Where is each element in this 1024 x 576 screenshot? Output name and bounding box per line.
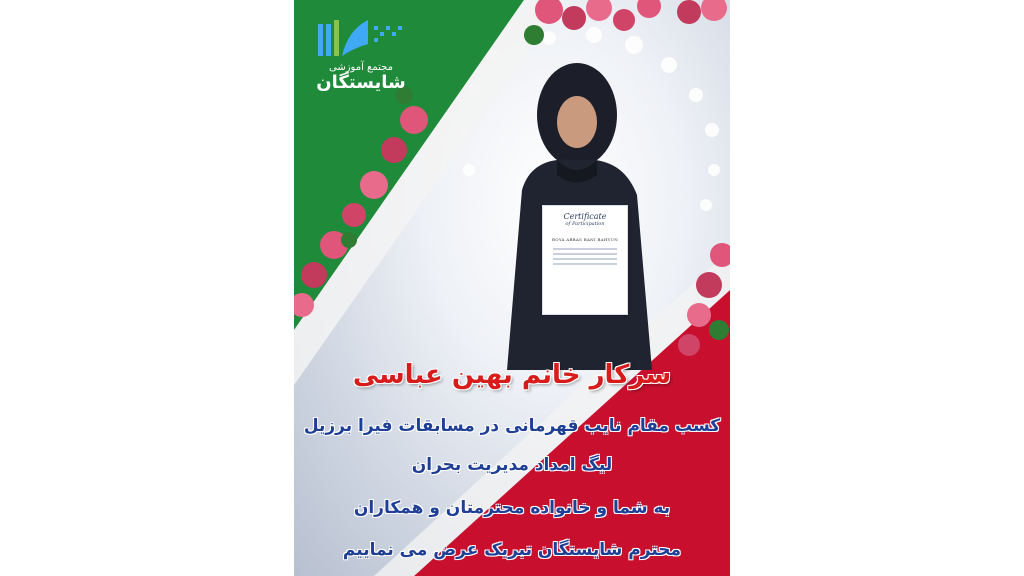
logo-text <box>316 62 406 93</box>
logo-title: شایستگان <box>316 72 406 93</box>
certificate <box>542 205 628 315</box>
certificate-subtitle: of Participation <box>565 221 605 227</box>
congrats-line-1: کسب مقام نایب قهرمانی در مسابقات فیرا برزیل <box>303 416 721 436</box>
logo-subtitle: مجتمع آموزشی <box>329 62 393 73</box>
congrats-line-3: به شما و خانواده محترمتان و همکاران <box>353 498 671 518</box>
certificate-text-lines <box>553 248 617 265</box>
headline: سرکار خانم بهین عباسی <box>352 360 672 390</box>
certificate-name: ROYA ABBAS BANI BAHYUN <box>551 237 619 242</box>
congratulation-poster <box>294 0 730 576</box>
congrats-line-2: لیگ امداد مدیریت بحران <box>411 455 613 475</box>
certificate-title: Certificate <box>563 212 607 221</box>
congrats-line-4: محترم شایستگان تبریک عرض می نماییم <box>342 540 682 560</box>
